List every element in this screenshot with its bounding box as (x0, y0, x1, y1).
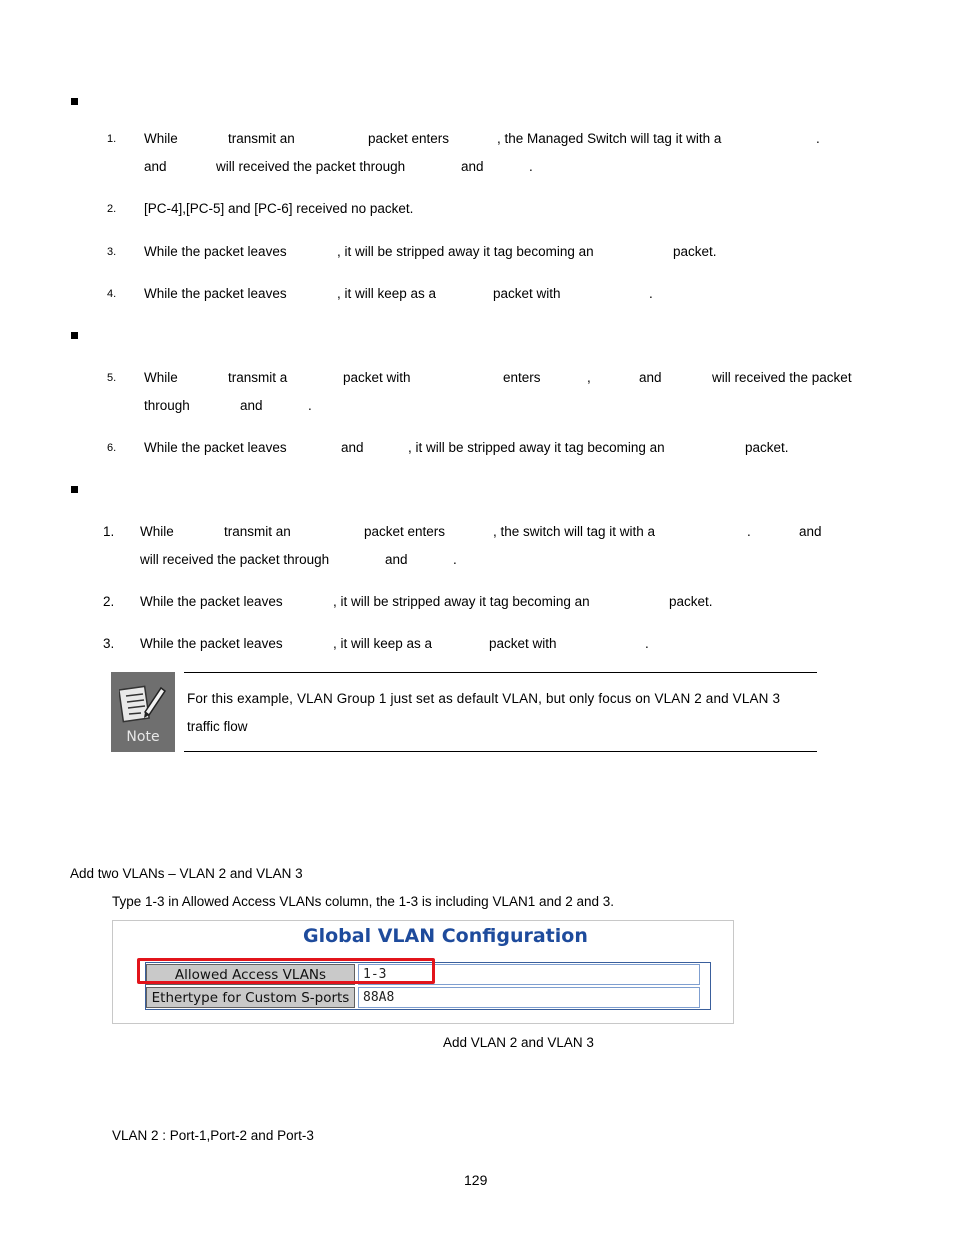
section-bullet-2 (71, 332, 78, 339)
list-text: . (645, 636, 649, 651)
list-text: packet with (489, 636, 557, 651)
list-text: . (816, 131, 820, 146)
list-text: . (747, 524, 751, 539)
list-text: [PC-4],[PC-5] and [PC-6] received no packet. (144, 201, 414, 216)
list-number: 1. (103, 524, 115, 539)
allowed-access-vlans-label: Allowed Access VLANs (146, 964, 355, 985)
list-text: packet enters (368, 131, 450, 146)
list-text: enters (503, 370, 541, 385)
note-top-rule (184, 672, 817, 673)
list-text: packet with (343, 370, 411, 385)
list-number: 2. (107, 203, 117, 215)
list-text: will received the packet through (216, 159, 406, 174)
ethertype-custom-sports-label: Ethertype for Custom S-ports (146, 987, 355, 1008)
list-text: will received the packet (712, 370, 852, 385)
highlight-box (137, 958, 435, 984)
step-instruction: Type 1-3 in Allowed Access VLANs column, the 1-3 is including VLAN1 and 2 and 3. (112, 894, 615, 909)
list-number: 3. (103, 636, 115, 651)
section-bullet-3 (71, 486, 78, 493)
list-text: and (639, 370, 662, 385)
figure-caption: Add VLAN 2 and VLAN 3 (443, 1035, 594, 1050)
list-text: and (144, 159, 167, 174)
note-bottom-rule (184, 751, 817, 752)
vlan2-ports: VLAN 2 : Port-1,Port-2 and Port-3 (112, 1128, 314, 1143)
list-text: packet. (669, 594, 713, 609)
list-text: and (341, 440, 364, 455)
allowed-access-vlans-input[interactable]: 1-3 (358, 964, 700, 985)
list-text: While the packet leaves (140, 636, 283, 651)
list-text: While (144, 131, 178, 146)
step-heading: Add two VLANs – VLAN 2 and VLAN 3 (70, 866, 303, 881)
list-number: 3. (107, 246, 117, 258)
list-text: packet enters (364, 524, 446, 539)
list-text: packet. (745, 440, 789, 455)
list-text: While the packet leaves (140, 594, 283, 609)
list-text: , it will be stripped away it tag becoming an (408, 440, 665, 455)
list-text: While the packet leaves (144, 286, 287, 301)
list-text: through (144, 398, 190, 413)
list-text: , (587, 370, 591, 385)
list-text: While (144, 370, 178, 385)
table-row (146, 987, 710, 1009)
panel-title: Global VLAN Configuration (303, 925, 588, 947)
note-label: Note (126, 729, 160, 745)
list-text: . (529, 159, 533, 174)
list-text: , the switch will tag it with a (493, 524, 656, 539)
list-text: and (385, 552, 408, 567)
list-text: packet with (493, 286, 561, 301)
ethertype-custom-sports-input[interactable]: 88A8 (358, 987, 700, 1008)
list-text: packet. (673, 244, 717, 259)
list-text: transmit an (228, 131, 295, 146)
list-text: , it will be stripped away it tag becoming an (333, 594, 590, 609)
list-text: While the packet leaves (144, 440, 287, 455)
note-text-line-1: For this example, VLAN Group 1 just set as default VLAN, but only focus on VLAN 2 and VLAN 3 (187, 691, 781, 706)
list-text: . (453, 552, 457, 567)
list-text: While (140, 524, 174, 539)
list-text: and (240, 398, 263, 413)
list-number: 4. (107, 288, 117, 300)
page-number: 129 (464, 1172, 488, 1188)
list-text: , the Managed Switch will tag it with a (497, 131, 722, 146)
list-text: and (799, 524, 822, 539)
list-number: 1. (107, 133, 117, 145)
note-text-line-2: traffic flow (187, 719, 248, 734)
list-text: transmit a (228, 370, 288, 385)
list-number: 5. (107, 372, 117, 384)
list-number: 6. (107, 442, 117, 454)
list-text: . (649, 286, 653, 301)
note-icon (111, 672, 175, 752)
list-text: will received the packet through (140, 552, 330, 567)
list-text: . (308, 398, 312, 413)
list-text: and (461, 159, 484, 174)
list-number: 2. (103, 594, 115, 609)
list-text: While the packet leaves (144, 244, 287, 259)
global-vlan-config-screenshot (112, 920, 734, 1024)
list-text: , it will keep as a (337, 286, 437, 301)
list-text: , it will keep as a (333, 636, 433, 651)
list-text: transmit an (224, 524, 291, 539)
list-text: , it will be stripped away it tag becoming an (337, 244, 594, 259)
section-bullet-1 (71, 98, 78, 105)
